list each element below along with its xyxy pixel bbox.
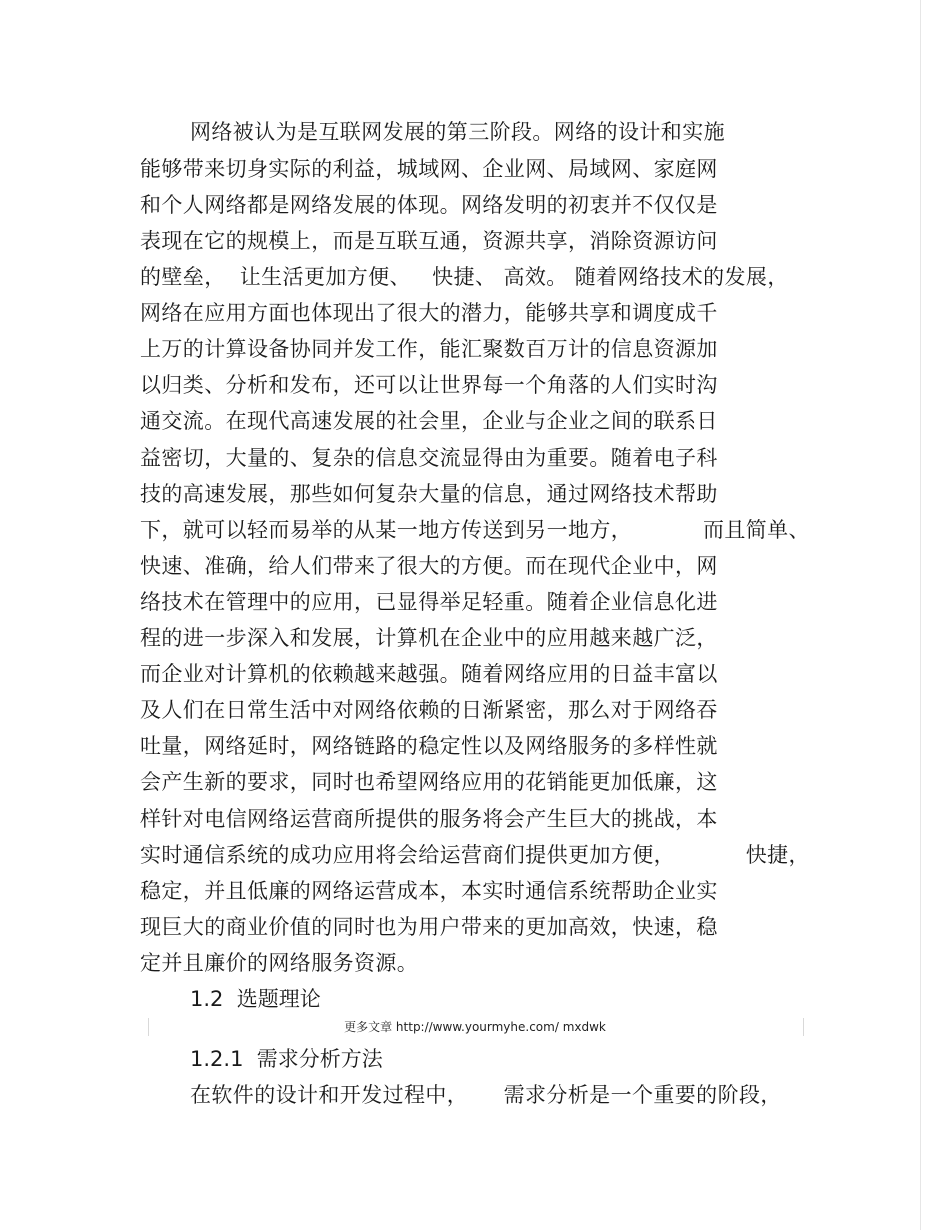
paragraph-line: 而企业对计算机的依赖越来越强。随着网络应用的日益丰富以 xyxy=(140,662,718,686)
paragraph-line: 快速、准确，给人们带来了很大的方便。而在现代企业中，网 xyxy=(140,554,718,578)
paragraph-line: 技的高速发展，那些如何复杂大量的信息，通过网络技术帮助 xyxy=(140,482,718,506)
paragraph-line: 定并且廉价的网络服务资源。 xyxy=(140,951,419,975)
paragraph-line: 及人们在日常生活中对网络依赖的日渐紧密，那么对于网络吞 xyxy=(140,698,718,722)
paragraph-line: 在软件的设计和开发过程中， 需求分析是一个重要的阶段， xyxy=(190,1083,782,1107)
paragraph-line: 和个人网络都是网络发展的体现。网络发明的初衷并不仅仅是 xyxy=(140,193,718,217)
paragraph-line: 实时通信系统的成功应用将会给运营商们提供更加方便， 快捷， xyxy=(140,843,810,867)
paragraph-line: 网络在应用方面也体现出了很大的潜力，能够共享和调度成千 xyxy=(140,301,718,325)
paragraph-line: 表现在它的规模上，而是互联互通，资源共享，消除资源访问 xyxy=(140,229,718,253)
paragraph-line: 以归类、分析和发布，还可以让世界每一个角落的人们实时沟 xyxy=(140,373,718,397)
paragraph-line: 能够带来切身实际的利益，城域网、企业网、局域网、家庭网 xyxy=(140,157,718,181)
paragraph-line: 网络被认为是互联网发展的第三阶段。网络的设计和实施 xyxy=(190,120,725,144)
paragraph-line: 吐量，网络延时，网络链路的稳定性以及网络服务的多样性就 xyxy=(140,734,718,758)
paragraph-line: 下，就可以轻而易举的从某一地方传送到另一地方， 而且简单、 xyxy=(140,518,810,542)
paragraph-line: 的壁垒， 让生活更加方便、 快捷、 高效。 随着网络技术的发展， xyxy=(140,265,789,289)
paragraph-line: 程的进一步深入和发展，计算机在企业中的应用越来越广泛， xyxy=(140,626,718,650)
paragraph-line: 稳定，并且低廉的网络运营成本，本实时通信系统帮助企业实 xyxy=(140,879,718,903)
paragraph-line: 样针对电信网络运营商所提供的服务将会产生巨大的挑战，本 xyxy=(140,807,718,831)
paragraph-line: 络技术在管理中的应用，已显得举足轻重。随着企业信息化进 xyxy=(140,590,718,614)
paragraph-line: 通交流。在现代高速发展的社会里，企业与企业之间的联系日 xyxy=(140,409,718,433)
page-edge-rule xyxy=(920,0,921,1230)
paragraph-line: 益密切，大量的、复杂的信息交流显得由为重要。随着电子科 xyxy=(140,446,718,470)
footer-right-tick xyxy=(803,1018,804,1036)
paragraph-line: 现巨大的商业价值的同时也为用户带来的更加高效，快速，稳 xyxy=(140,915,718,939)
section-heading: 1.2 选题理论 xyxy=(190,987,321,1011)
page-footer: 更多文章 http://www.yourmyhe.com/ mxdwk xyxy=(344,1020,606,1034)
paragraph-line: 会产生新的要求，同时也希望网络应用的花销能更加低廉，这 xyxy=(140,770,718,794)
subsection-heading: 1.2.1 需求分析方法 xyxy=(190,1047,383,1071)
paragraph-line: 上万的计算设备协同并发工作，能汇聚数百万计的信息资源加 xyxy=(140,337,718,361)
